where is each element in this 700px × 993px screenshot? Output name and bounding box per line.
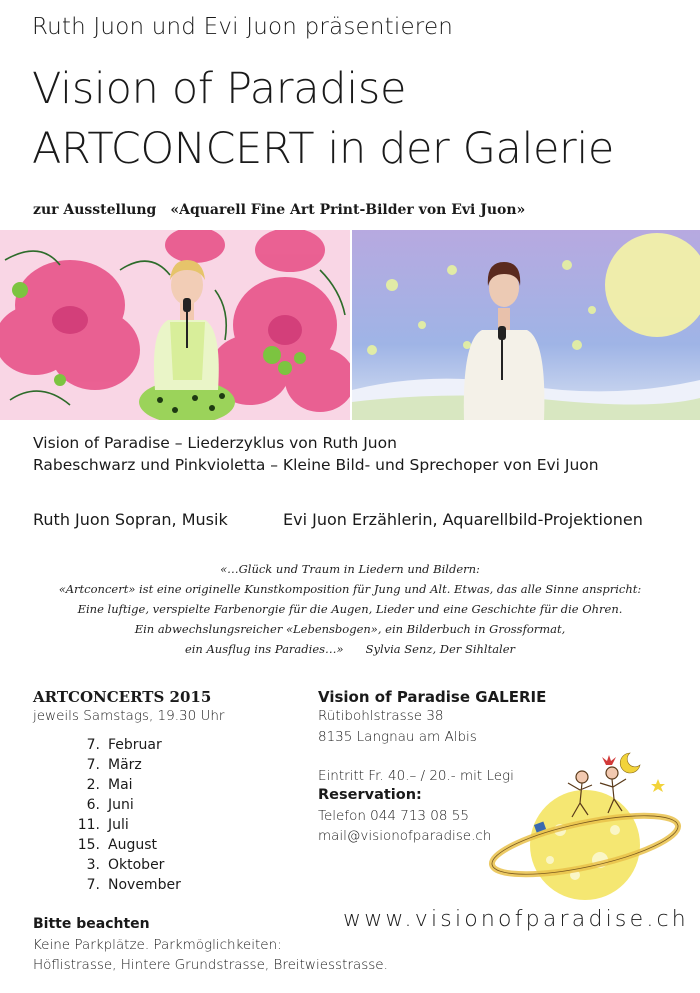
quote-line-last xyxy=(20,639,680,659)
schedule-title: ARTCONCERTS 2015 xyxy=(33,688,212,706)
title-line-1: Vision of Paradise xyxy=(32,64,407,114)
exhibition-name: «Aquarell Fine Art Print-Bilder von Evi Juon» xyxy=(170,202,526,218)
date-month: August xyxy=(108,837,157,853)
phone-number: Telefon 044 713 08 55 xyxy=(318,808,469,824)
quote-line: ein Ausflug ins Paradies…» xyxy=(184,642,344,656)
title-line-2: ARTCONCERT in der Galerie xyxy=(32,124,614,174)
date-item xyxy=(70,857,181,877)
date-day: 2. xyxy=(86,777,100,793)
date-item xyxy=(70,797,181,817)
gallery-street: Rütibohlstrasse 38 xyxy=(318,708,444,724)
date-item xyxy=(70,817,181,837)
programme-line-1: Vision of Paradise – Liederzyklus von Ruth Juon xyxy=(33,434,397,452)
quote-line: Ein abwechslungsreicher «Lebensbogen», ein Bilderbuch in Grossformat, xyxy=(134,622,566,636)
photo-flowers-singer xyxy=(0,230,350,420)
date-list xyxy=(70,737,181,897)
date-month: Juli xyxy=(108,817,129,833)
date-day: 3. xyxy=(86,857,100,873)
notice-line-2: Höflistrasse, Hintere Grundstrasse, Breitwiesstrasse. xyxy=(33,957,388,973)
website-url[interactable]: www.visionofparadise.ch xyxy=(343,907,689,932)
date-day: 7. xyxy=(86,877,100,893)
date-day: 7. xyxy=(86,757,100,773)
planet-illustration xyxy=(480,735,690,905)
date-day: 6. xyxy=(86,797,100,813)
programme-line-2: Rabeschwarz und Pinkvioletta – Kleine Bild- und Sprechoper von Evi Juon xyxy=(33,456,599,474)
quote-line: Eine luftige, verspielte Farbenorgie für die Augen, Lieder und eine Geschichte für die Ohren. xyxy=(77,602,623,616)
date-day: 7. xyxy=(86,737,100,753)
date-month: Februar xyxy=(108,737,162,753)
notice-title: Bitte beachten xyxy=(33,916,150,932)
date-item xyxy=(70,877,181,897)
date-item xyxy=(70,837,181,857)
performer-evi: Evi Juon Erzählerin, Aquarellbild-Projektionen xyxy=(283,510,643,529)
gallery-name: Vision of Paradise GALERIE xyxy=(318,688,547,706)
date-item xyxy=(70,757,181,777)
date-item xyxy=(70,737,181,757)
exhibition-line xyxy=(33,202,525,218)
date-month: Mai xyxy=(108,777,133,793)
gallery-city: 8135 Langnau am Albis xyxy=(318,729,477,745)
quote-line: «Artconcert» ist eine originelle Kunstkomposition für Jung und Alt. Etwas, das alle Sinne anspricht: xyxy=(58,582,642,596)
review-quote xyxy=(20,559,680,659)
email-link[interactable]: mail@visionofparadise.ch xyxy=(318,828,492,844)
schedule-subtitle: jeweils Samstags, 19.30 Uhr xyxy=(33,708,225,724)
quote-attribution: Sylvia Senz, Der Sihltaler xyxy=(365,642,516,656)
performer-ruth: Ruth Juon Sopran, Musik xyxy=(33,510,228,529)
notice-line-1: Keine Parkplätze. Parkmöglichkeiten: xyxy=(33,937,282,953)
photo-sky-singer xyxy=(352,230,700,420)
quote-line: «…Glück und Traum in Liedern und Bildern: xyxy=(220,562,480,576)
presenters-line: Ruth Juon und Evi Juon präsentieren xyxy=(32,14,454,40)
date-day: 11. xyxy=(77,817,100,833)
date-month: November xyxy=(108,877,181,893)
date-day: 15. xyxy=(77,837,100,853)
admission-price: Eintritt Fr. 40.– / 20.- mit Legi xyxy=(318,768,514,784)
date-item xyxy=(70,777,181,797)
reservation-label: Reservation: xyxy=(318,787,422,803)
date-month: März xyxy=(108,757,142,773)
date-month: Oktober xyxy=(108,857,165,873)
date-month: Juni xyxy=(108,797,134,813)
exhibition-label: zur Ausstellung xyxy=(33,202,157,218)
